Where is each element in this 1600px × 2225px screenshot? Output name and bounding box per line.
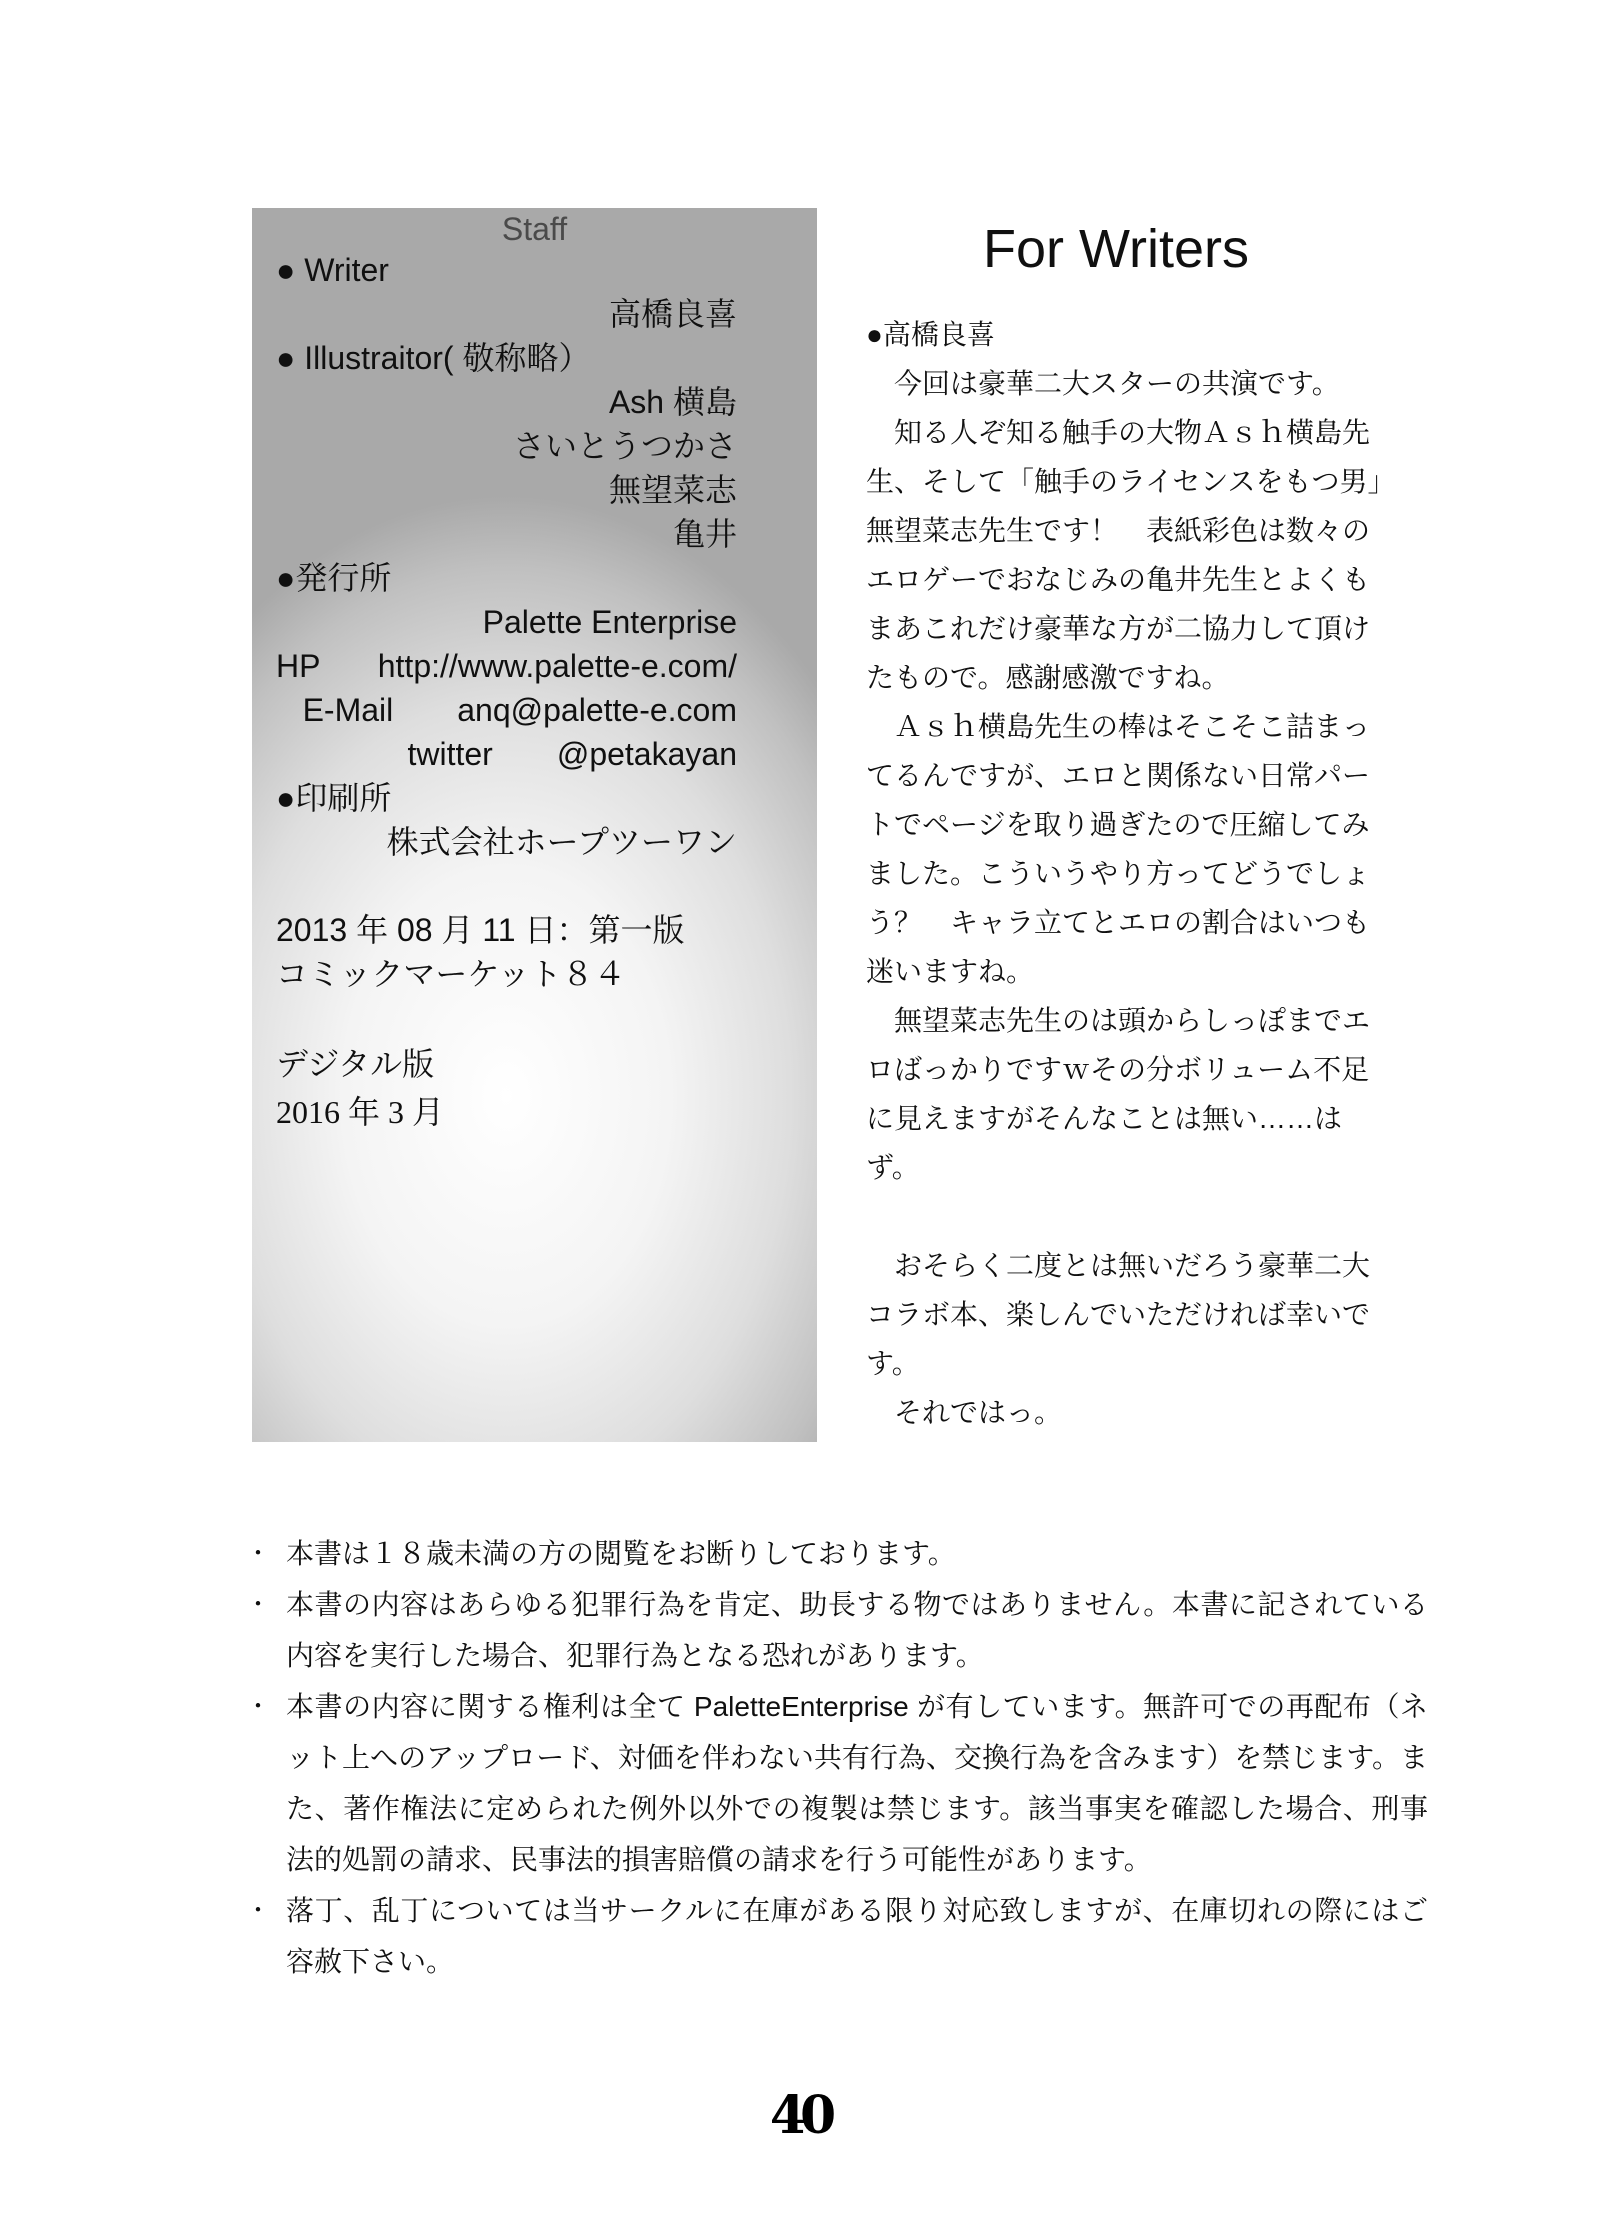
staff-line <box>276 952 737 996</box>
disclaimer-list <box>246 1528 1428 1987</box>
for-writers-line: 今回は豪華二大スターの共演です。 <box>866 368 1340 399</box>
for-writers-line: ロばっかりですｗその分ボリューム不足 <box>866 1054 1370 1085</box>
bullet-dot-icon: ・ <box>246 1540 270 1567</box>
disclaimer-item <box>246 1579 1428 1681</box>
bullet-dot-icon: ・ <box>246 1897 270 1924</box>
for-writers-line: ●高橋良喜 <box>866 319 995 350</box>
staff-line-text: ● Writer <box>276 252 389 288</box>
for-writers-line: う？ キャラ立てとエロの割合はいつも <box>866 907 1371 938</box>
staff-line <box>276 864 737 908</box>
bullet-dot-icon: ・ <box>246 1591 270 1618</box>
staff-line-text: 2016 年 3 月 <box>276 1094 445 1130</box>
for-writers-title: For Writers <box>983 219 1249 279</box>
for-writers-line: まあこれだけ豪華な方が二協力して頂け <box>866 613 1371 644</box>
disclaimer-item <box>246 1528 1428 1579</box>
staff-lines-list <box>276 248 737 1136</box>
for-writers-line: す。 <box>866 1348 920 1379</box>
for-writers-line: 迷いますね。 <box>866 956 1035 987</box>
staff-line-text: コミックマーケット８４ <box>276 956 626 992</box>
staff-line-text: ● Illustraitor( 敬称略） <box>276 340 591 376</box>
staff-line <box>276 776 737 820</box>
for-writers-line: 知る人ぞ知る触手の大物Ａｓｈ横島先 <box>866 417 1371 448</box>
disclaimer-text: 本書は１８歳未満の方の閲覧をお断りしております。 <box>286 1538 956 1569</box>
staff-line <box>276 600 737 644</box>
disclaimer-text: 本書の内容はあらゆる犯罪行為を肯定、助長する物ではありません。本書に記されている内容を実行した場合、犯罪行為となる恐れがあります。 <box>286 1589 1428 1671</box>
staff-line-text: 2013 年 08 月 11 日：第一版 <box>276 912 685 948</box>
disclaimer-text: 落丁、乱丁については当サークルに在庫がある限り対応致しますが、在庫切れの際にはご容赦下さい。 <box>286 1895 1428 1977</box>
staff-line-text: ●印刷所 <box>276 780 392 816</box>
staff-line <box>276 468 737 512</box>
staff-colophon-panel <box>252 208 817 1442</box>
staff-line <box>276 688 737 732</box>
staff-line <box>276 292 737 336</box>
staff-line <box>276 556 737 600</box>
staff-line-text: 亀井 <box>672 516 737 552</box>
staff-line <box>276 644 737 688</box>
disclaimer-text: 本書の内容に関する権利は全て PaletteEnterprise が有しています。無許可での再配布（ネット上へのアップロード、対価を伴わない共有行為、交換行為を含みます）を禁じます。また、著作権法に定められた例外以外での複製は禁じます。該当事実を確認した場合、刑事法的処罰の請求、民事法的損害賠償の請求を行う可能性があります。 <box>286 1691 1428 1875</box>
for-writers-line: 無望菜志先生です！ 表紙彩色は数々の <box>866 515 1371 546</box>
for-writers-line: ず。 <box>866 1152 920 1183</box>
staff-line <box>276 820 737 864</box>
staff-line <box>276 380 737 424</box>
staff-line-text: 無望菜志 <box>608 472 737 508</box>
staff-line-text: twitter @petakayan <box>407 736 737 772</box>
staff-line-text: さいとうつかさ <box>512 428 737 464</box>
staff-line <box>276 908 737 952</box>
for-writers-line: おそらく二度とは無いだろう豪華二大 <box>866 1250 1371 1281</box>
for-writers-line: 生、そして「触手のライセンスをもつ男」 <box>866 466 1396 497</box>
staff-line <box>276 248 737 292</box>
staff-line <box>276 336 737 380</box>
disclaimer-item <box>246 1885 1428 1987</box>
for-writers-line: てるんですが、エロと関係ない日常パー <box>866 760 1371 791</box>
for-writers-line: に見えますがそんなことは無い……は <box>866 1103 1343 1134</box>
staff-line <box>276 1088 737 1136</box>
for-writers-column <box>866 218 1396 1437</box>
for-writers-body <box>866 310 1396 1437</box>
for-writers-line: 無望菜志先生のは頭からしっぽまでエ <box>866 1005 1371 1036</box>
staff-line-text: Palette Enterprise <box>482 604 737 640</box>
staff-line-text: 株式会社ホープツーワン <box>386 824 737 860</box>
disclaimer-item <box>246 1681 1428 1885</box>
staff-line-text: HP <box>276 648 321 684</box>
staff-line-text: ●発行所 <box>276 560 392 596</box>
staff-line-text: デジタル版 <box>276 1046 435 1082</box>
for-writers-line: コラボ本、楽しんでいただければ幸いで <box>866 1299 1371 1330</box>
staff-line-text: 高橋良喜 <box>608 296 737 332</box>
for-writers-line: エロゲーでおなじみの亀井先生とよくも <box>866 564 1371 595</box>
page-number: 40 <box>769 2085 831 2146</box>
for-writers-line: トでページを取り過ぎたので圧縮してみ <box>866 809 1370 840</box>
staff-line <box>276 732 737 776</box>
staff-line <box>276 512 737 556</box>
for-writers-line <box>866 1192 1366 1241</box>
staff-line-value: http://www.palette-e.com/ <box>377 648 737 684</box>
staff-line-text: Ash 横島 <box>608 384 737 420</box>
bullet-dot-icon: ・ <box>246 1693 270 1720</box>
staff-line <box>276 996 737 1040</box>
for-writers-line: Ａｓｈ横島先生の棒はそこそこ詰まっ <box>866 711 1371 742</box>
for-writers-line: ました。こういうやり方ってどうでしょ <box>866 858 1371 889</box>
for-writers-line: それではっ。 <box>866 1397 1063 1428</box>
staff-panel-title: Staff <box>501 211 568 247</box>
staff-line <box>276 1040 737 1088</box>
staff-line <box>276 424 737 468</box>
staff-line-text: E-Mail anq@palette-e.com <box>302 692 737 728</box>
for-writers-line: たもので。感謝感激ですね。 <box>866 662 1230 693</box>
